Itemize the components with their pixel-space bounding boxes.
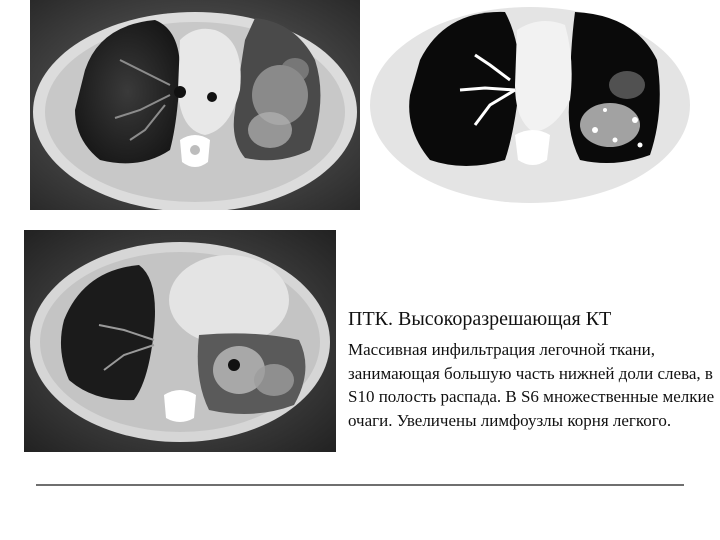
caption-description: Массивная инфильтрация легочной ткани, занимающая большую часть нижней доли слева, в S10 полость распада. В S6 множественные мелкие очаги. Увеличены лимфоузлы корня легкого. [348,340,715,430]
caption-title: ПТК. Высокоразрешающая КТ [348,308,612,330]
ct-scan-image-upper-left [30,0,360,210]
ct-scan-image-lower-left [24,230,336,452]
caption-block [348,306,716,432]
divider-line [36,484,684,486]
ct-scan-image-upper-right [365,0,695,205]
